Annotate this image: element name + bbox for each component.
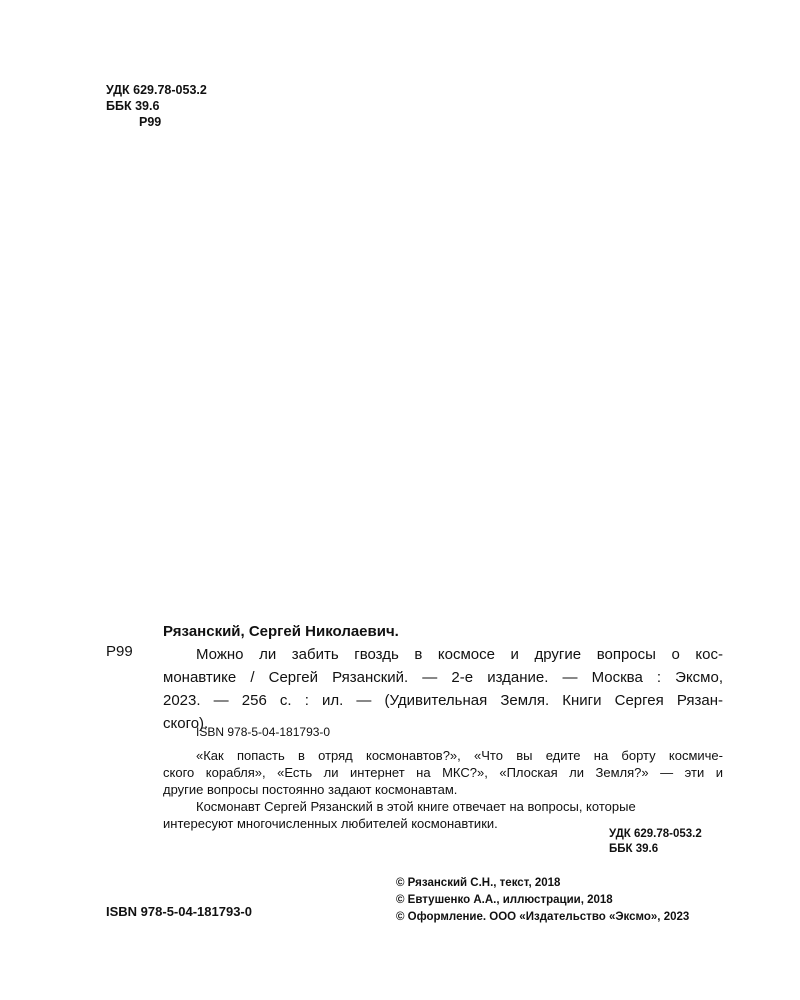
copyright-block bbox=[396, 875, 689, 926]
bib-isbn: ISBN 978-5-04-181793-0 bbox=[196, 725, 331, 739]
copyright-line: © Оформление. ООО «Издательство «Эксмо», 2023 bbox=[396, 911, 690, 923]
copyright-line: © Рязанский С.Н., текст, 2018 bbox=[396, 877, 561, 889]
bib-line: 2023. — 256 с. : ил. — (Удивительная Земля. Книги Сергея Рязан- bbox=[163, 692, 723, 709]
udk-code-right: УДК 629.78-053.2 bbox=[609, 828, 702, 840]
annotation-line: Космонавт Сергей Рязанский в этой книге отвечает на вопросы, которые bbox=[196, 799, 636, 814]
top-classification-codes bbox=[106, 82, 207, 130]
main-isbn: ISBN 978-5-04-181793-0 bbox=[106, 904, 252, 919]
annotation-line: другие вопросы постоянно задают космонавтам. bbox=[163, 782, 458, 797]
author-name: Рязанский, Сергей Николаевич. bbox=[163, 623, 399, 640]
author-sign: Р99 bbox=[139, 115, 162, 129]
bibliographic-description bbox=[163, 643, 723, 735]
bib-line: Можно ли забить гвоздь в космосе и другие вопросы о кос- bbox=[196, 646, 723, 663]
bbk-code-right: ББК 39.6 bbox=[609, 843, 659, 855]
copyright-line: © Евтушенко А.А., иллюстрации, 2018 bbox=[396, 894, 613, 906]
udk-code: УДК 629.78-053.2 bbox=[106, 83, 207, 97]
right-classification-codes bbox=[609, 827, 702, 857]
bib-line: ского). bbox=[163, 715, 209, 732]
annotation-line: ского корабля», «Есть ли интернет на МКС?», «Плоская ли Земля?» — эти и bbox=[163, 765, 723, 780]
bib-author-sign: Р99 bbox=[106, 643, 133, 660]
annotation-line: интересуют многочисленных любителей космонавтики. bbox=[163, 816, 498, 831]
annotation bbox=[163, 747, 723, 832]
bbk-code: ББК 39.6 bbox=[106, 99, 160, 113]
bib-line: монавтике / Сергей Рязанский. — 2-е издание. — Москва : Эксмо, bbox=[163, 669, 723, 686]
annotation-line: «Как попасть в отряд космонавтов?», «Что вы едите на борту космиче- bbox=[196, 748, 723, 763]
